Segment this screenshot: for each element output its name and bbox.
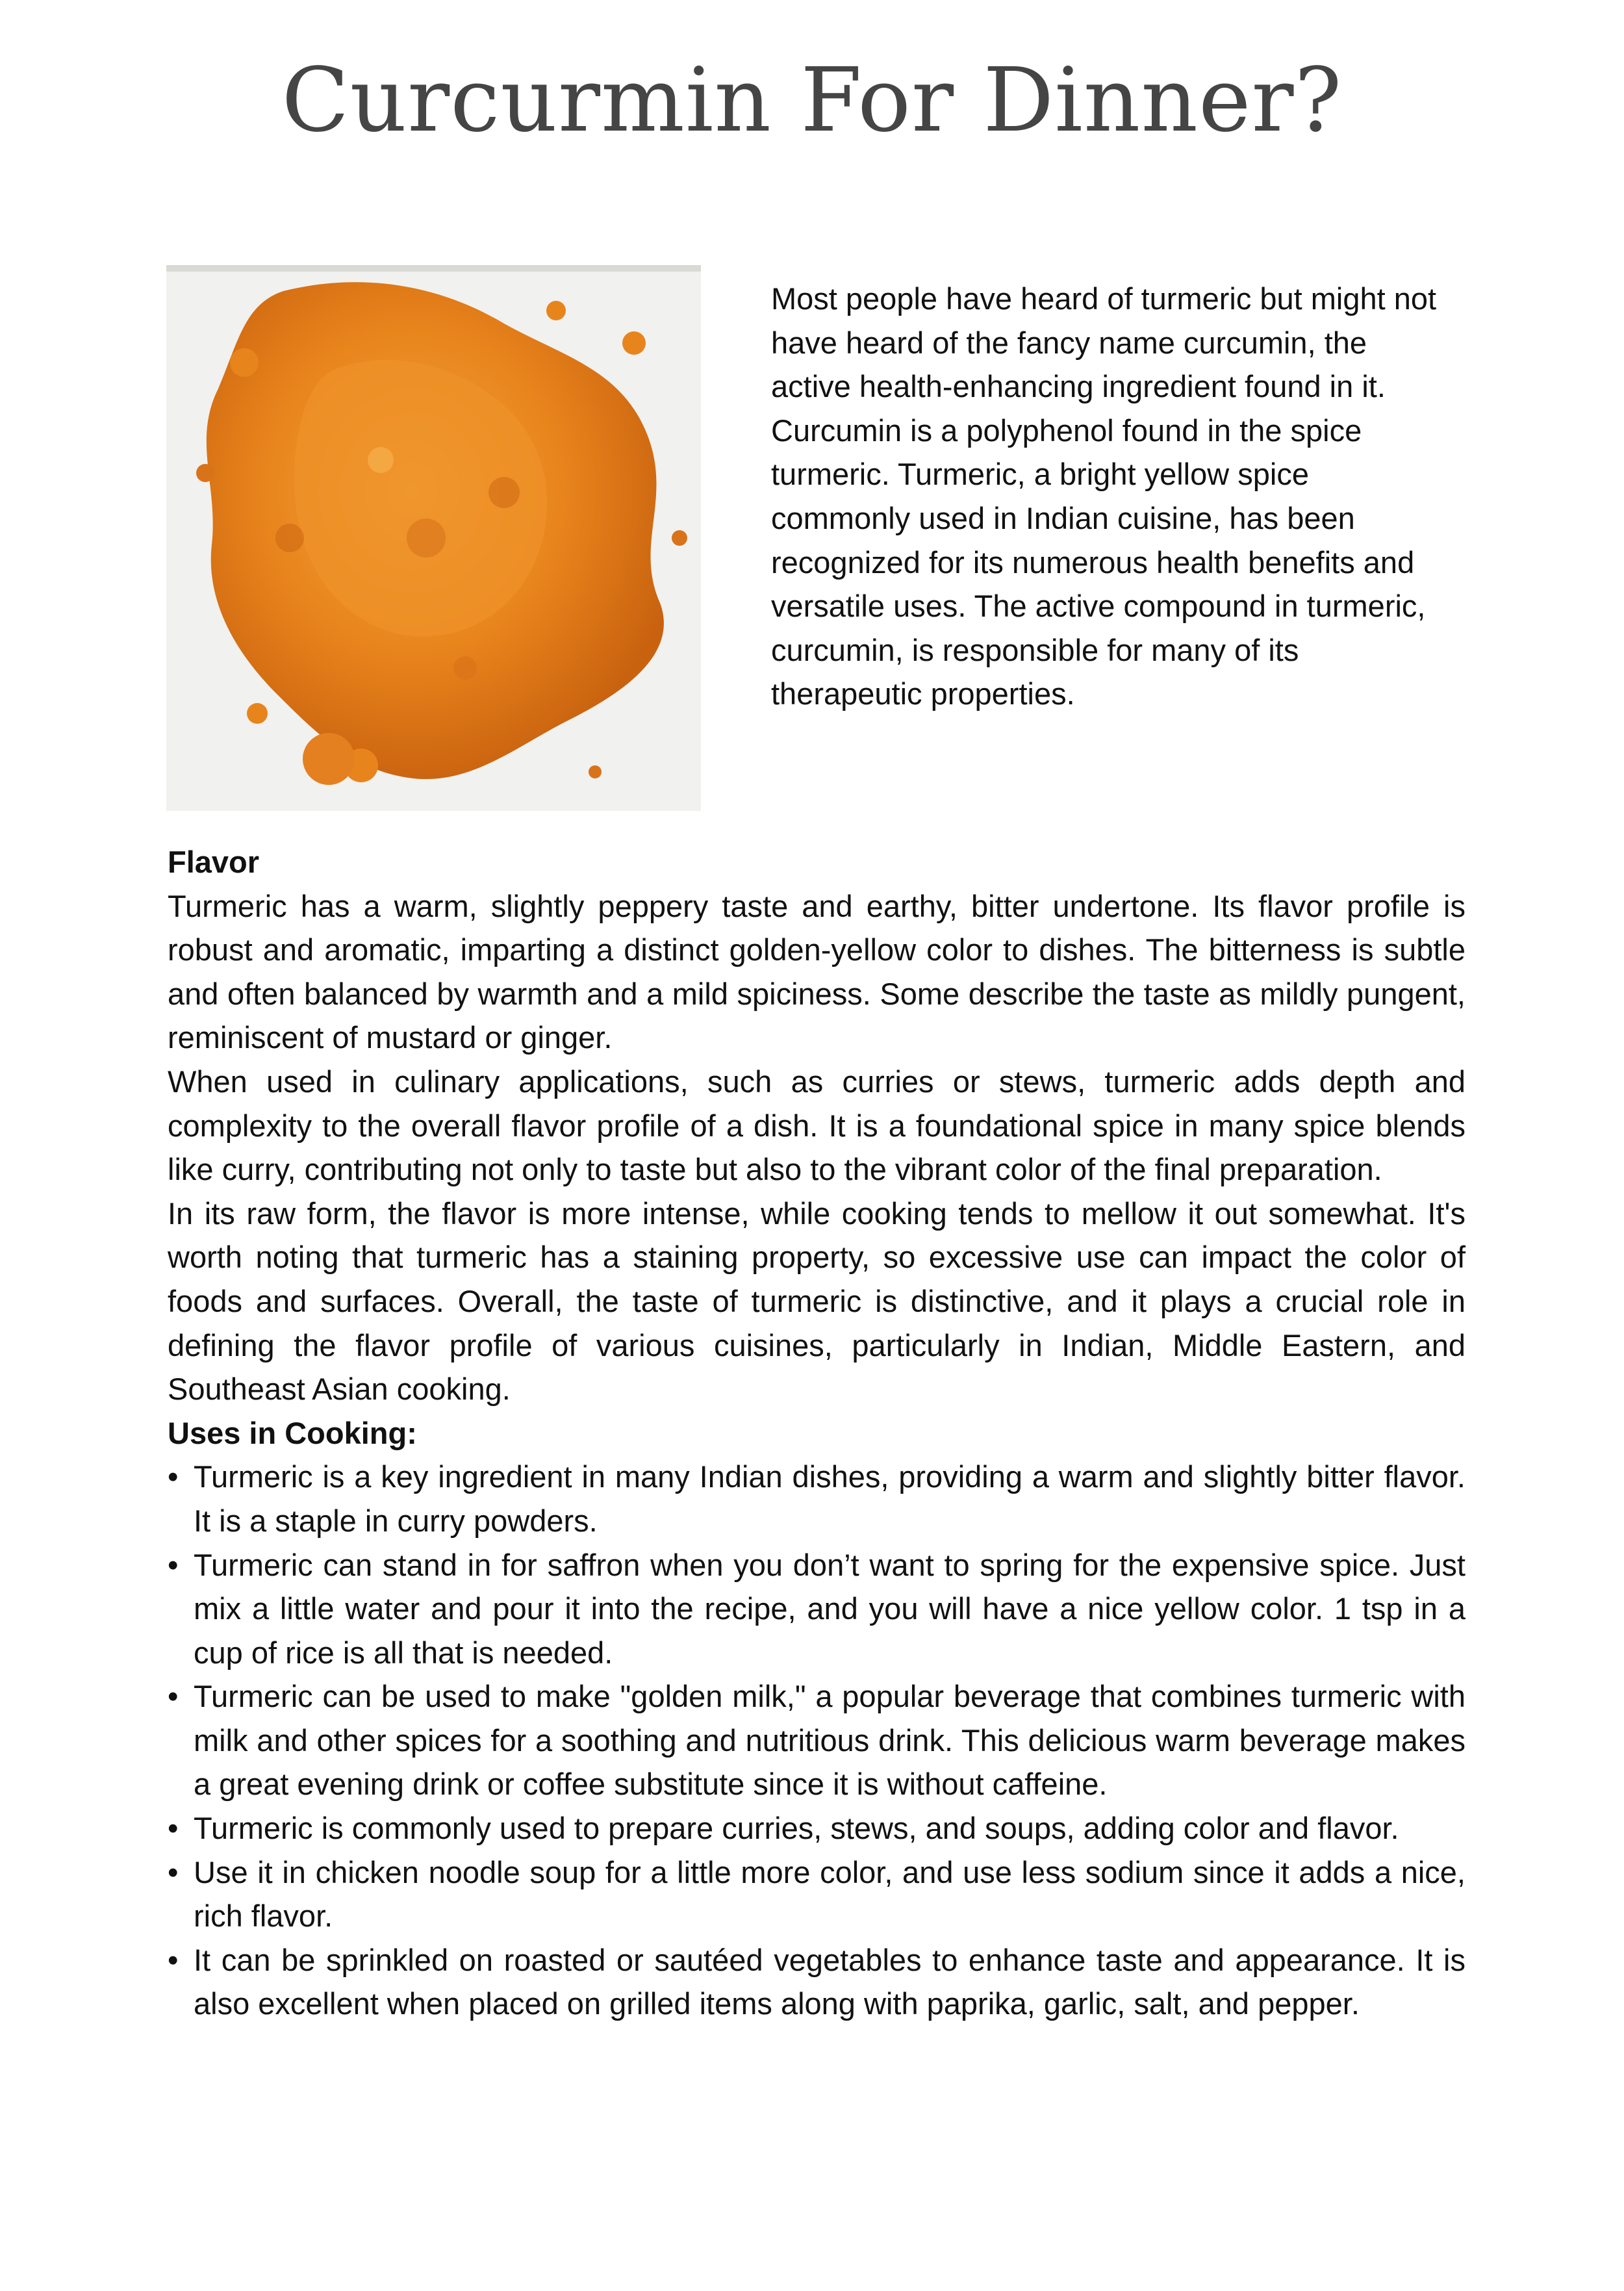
bullet-icon: •	[168, 1811, 179, 1846]
flavor-paragraph: Turmeric has a warm, slightly peppery taste and earthy, bitter undertone. Its flavor profile is robust and aromatic, imparting a distinct golden-yellow color to dishes. The bitterness is subtle and often balanced by warmth and a mild spiciness. Some describe the taste as mildly pungent, reminiscent of mustard or ginger.	[168, 888, 1465, 1055]
article-body	[168, 840, 1465, 2026]
uses-heading: Uses in Cooking:	[168, 1415, 417, 1450]
list-item	[168, 1543, 1465, 1675]
turmeric-powder-image	[166, 265, 701, 811]
list-item	[168, 1850, 1465, 1938]
list-item	[168, 1455, 1465, 1542]
list-item-text: Use it in chicken noodle soup for a little more color, and use less sodium since it adds a nice, rich flavor.	[194, 1854, 1465, 1934]
flavor-paragraph: In its raw form, the flavor is more intense, while cooking tends to mellow it out somewhat. It's worth noting that turmeric has a staining property, so excessive use can impact the color of foods and surfaces. Overall, the taste of turmeric is distinctive, and it plays a crucial role in defining the flavor profile of various cuisines, particularly in Indian, Middle Eastern, and Southeast Asian cooking.	[168, 1196, 1465, 1407]
turmeric-powder-pile-image	[166, 265, 701, 811]
list-item	[168, 1806, 1465, 1850]
uses-list	[168, 1455, 1465, 2026]
list-item-text: It can be sprinkled on roasted or sautéed vegetables to enhance taste and appearance. It is also excellent when placed on grilled items along with paprika, garlic, salt, and pepper.	[194, 1942, 1465, 2021]
bullet-icon: •	[168, 1854, 179, 1889]
list-item	[168, 1674, 1465, 1806]
bullet-icon: •	[168, 1679, 179, 1714]
bullet-icon: •	[168, 1942, 179, 1977]
intro-paragraph: Most people have heard of turmeric but might not have heard of the fancy name curcumin, the active health-enhancing ingredient found in it. Curcumin is a polyphenol found in the spice turmeric. Turmeric, a bright yellow spice commonly used in Indian cuisine, has been recognized for its numerous health benefits and versatile uses. The active compound in turmeric, curcumin, is responsible for many of its therapeutic properties.	[771, 281, 1437, 711]
list-item-text: Turmeric is commonly used to prepare curries, stews, and soups, adding color and flavor.	[194, 1811, 1399, 1846]
bullet-icon: •	[168, 1547, 179, 1582]
flavor-heading: Flavor	[168, 845, 260, 879]
list-item-text: Turmeric can stand in for saffron when you don’t want to spring for the expensive spice. Just mix a little water and pour it into the recipe, and you will have a nice yellow color. 1 tsp in a cup of rice is all that is needed.	[194, 1547, 1465, 1670]
page-title: Curcurmin For Dinner?	[281, 49, 1343, 152]
list-item-text: Turmeric can be used to make "golden milk," a popular beverage that combines turmeric with milk and other spices for a soothing and nutritious drink. This delicious warm beverage makes a great evening drink or coffee substitute since it is without caffeine.	[194, 1679, 1465, 1802]
list-item-text: Turmeric is a key ingredient in many Indian dishes, providing a warm and slightly bitter flavor. It is a staple in curry powders.	[194, 1459, 1465, 1538]
list-item	[168, 1938, 1465, 2026]
flavor-paragraph: When used in culinary applications, such as curries or stews, turmeric adds depth and complexity to the overall flavor profile of a dish. It is a foundational spice in many spice blends like curry, contributing not only to taste but also to the vibrant color of the final preparation.	[168, 1064, 1465, 1187]
bullet-icon: •	[168, 1459, 179, 1494]
